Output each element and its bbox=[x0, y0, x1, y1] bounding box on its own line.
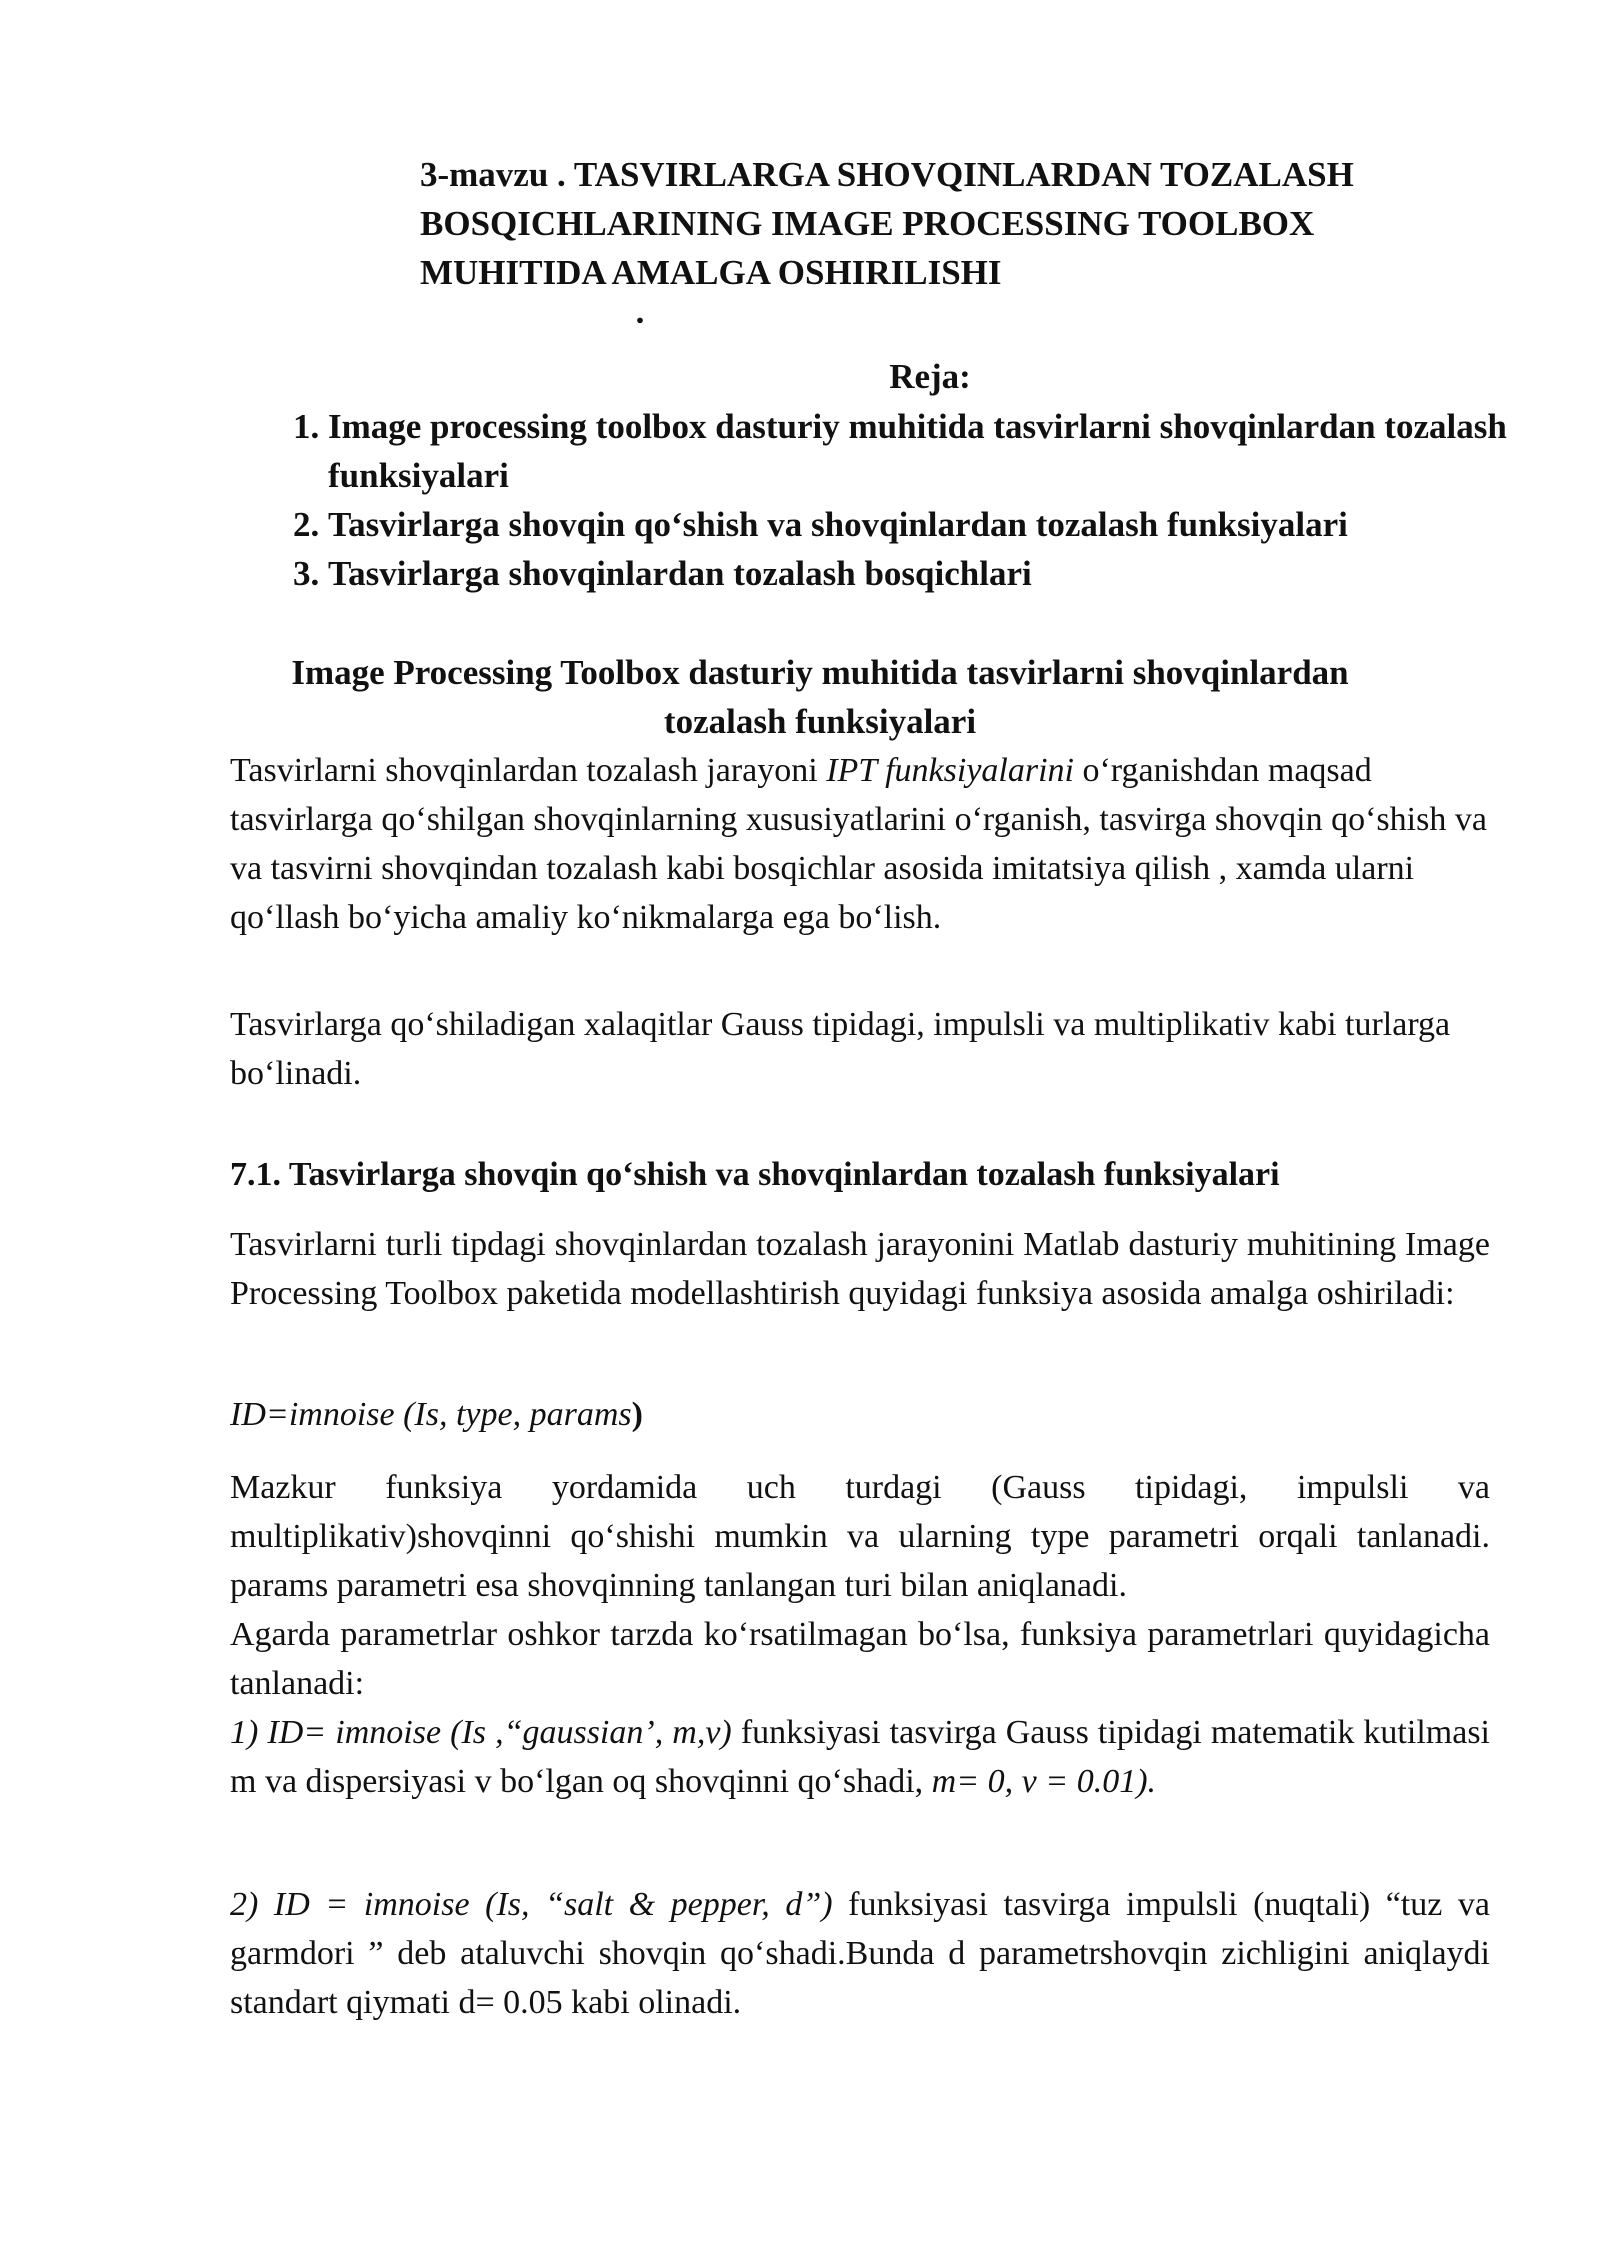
section-2-paragraph-1: Tasvirlarni turli tipdagi shovqinlardan tozalash jarayonini Matlab dasturiy muhitining Image Processing Toolbox paketida modellashtirish quyidagi funksiya asosida amalga oshiriladi: bbox=[230, 1226, 1490, 1312]
section-1-p1-italic: IPT funksiyalarini bbox=[826, 752, 1074, 789]
plan-list bbox=[270, 402, 1578, 598]
plan-item-2: 2. Tasvirlarga shovqin qo‘shish va shovqinlardan tozalash funksiyalari bbox=[328, 500, 1578, 549]
item-1-defaults: m= 0, v = 0.01). bbox=[931, 1763, 1157, 1800]
title-dot: . bbox=[635, 292, 645, 331]
title-line-3: MUHITIDA AMALGA OSHIRILISHI bbox=[420, 253, 1002, 292]
imnoise-formula bbox=[230, 1390, 643, 1439]
item-2-text: funksiyasi tasvirga impulsli (nuqtali) “tuz va garmdori ” deb ataluvchi shovqin qo‘shadi.Bunda d parametrshovqin zichligini aniqlaydi standart qiymati d= 0.05 kabi olinadi. bbox=[230, 1886, 1490, 2021]
section-1-paragraph-1 bbox=[230, 746, 1490, 942]
formula-italic: ID=imnoise (Is, type, params bbox=[230, 1396, 632, 1433]
section-2-heading: 7.1. Tasvirlarga shovqin qo‘shish va shovqinlardan tozalash funksiyalari bbox=[230, 1156, 1280, 1193]
section-2-paragraph-2: Mazkur funksiya yordamida uch turdagi (Gauss tipidagi, impulsli va multiplikativ)shovqinni qo‘shishi mumkin va ularning type parametri orqali tanlanadi. params parametri esa shovqinning tanlangan turi bilan aniqlanadi. bbox=[230, 1469, 1490, 1604]
section-2-item-2 bbox=[230, 1880, 1490, 2027]
title-line-2: BOSQICHLARINING IMAGE PROCESSING TOOLBOX bbox=[420, 204, 1315, 243]
item-1-formula: 1) ID= imnoise (Is ,“gaussian’, m,v) bbox=[230, 1714, 732, 1751]
plan-heading: Reja: bbox=[889, 357, 971, 396]
section-1-p1-start: Tasvirlarni shovqinlardan tozalash jarayoni bbox=[230, 752, 827, 789]
item-1-text: funksiyasi tasvirga Gauss tipidagi matematik kutilmasi m va dispersiyasi v bo‘lgan oq shovqinni qo‘shadi, bbox=[230, 1714, 1490, 1800]
section-1-paragraph-2: Tasvirlarga qo‘shiladigan xalaqitlar Gauss tipidagi, impulsli va multiplikativ kabi turlarga bo‘linadi. bbox=[230, 1006, 1451, 1092]
item-2-formula: 2) ID = imnoise (Is, “salt & pepper, d”) bbox=[230, 1886, 833, 1923]
section-2-paragraph-3: Agarda parametrlar oshkor tarzda ko‘rsatilmagan bo‘lsa, funksiya parametrlari quyidagicha tanlanadi: bbox=[230, 1616, 1490, 1702]
title-line-1: 3-mavzu . TASVIRLARGA SHOVQINLARDAN TOZALASH bbox=[420, 155, 1354, 194]
document-title bbox=[420, 150, 1500, 331]
section-2-item-1 bbox=[230, 1708, 1490, 1806]
plan-item-3: 3. Tasvirlarga shovqinlardan tozalash bosqichlari bbox=[328, 549, 1578, 598]
plan-item-1: 1. Image processing toolbox dasturiy muhitida tasvirlarni shovqinlardan tozalash funksiyalari bbox=[328, 402, 1578, 500]
section-1-p1-end: o‘rganishdan maqsad tasvirlarga qo‘shilgan shovqinlarning xususiyatlarini o‘rganish, tasvirga shovqin qo‘shish va va tasvirni shovqindan tozalash kabi bosqichlar asosida imitatsiya qilish , xamda ularni qo‘llash bo‘yicha amaliy ko‘nikmalarga ega bo‘lish. bbox=[230, 752, 1487, 936]
formula-paren: ) bbox=[631, 1396, 643, 1433]
section-1-heading: Image Processing Toolbox dasturiy muhitida tasvirlarni shovqinlardan tozalash funksiyalari bbox=[291, 653, 1349, 741]
